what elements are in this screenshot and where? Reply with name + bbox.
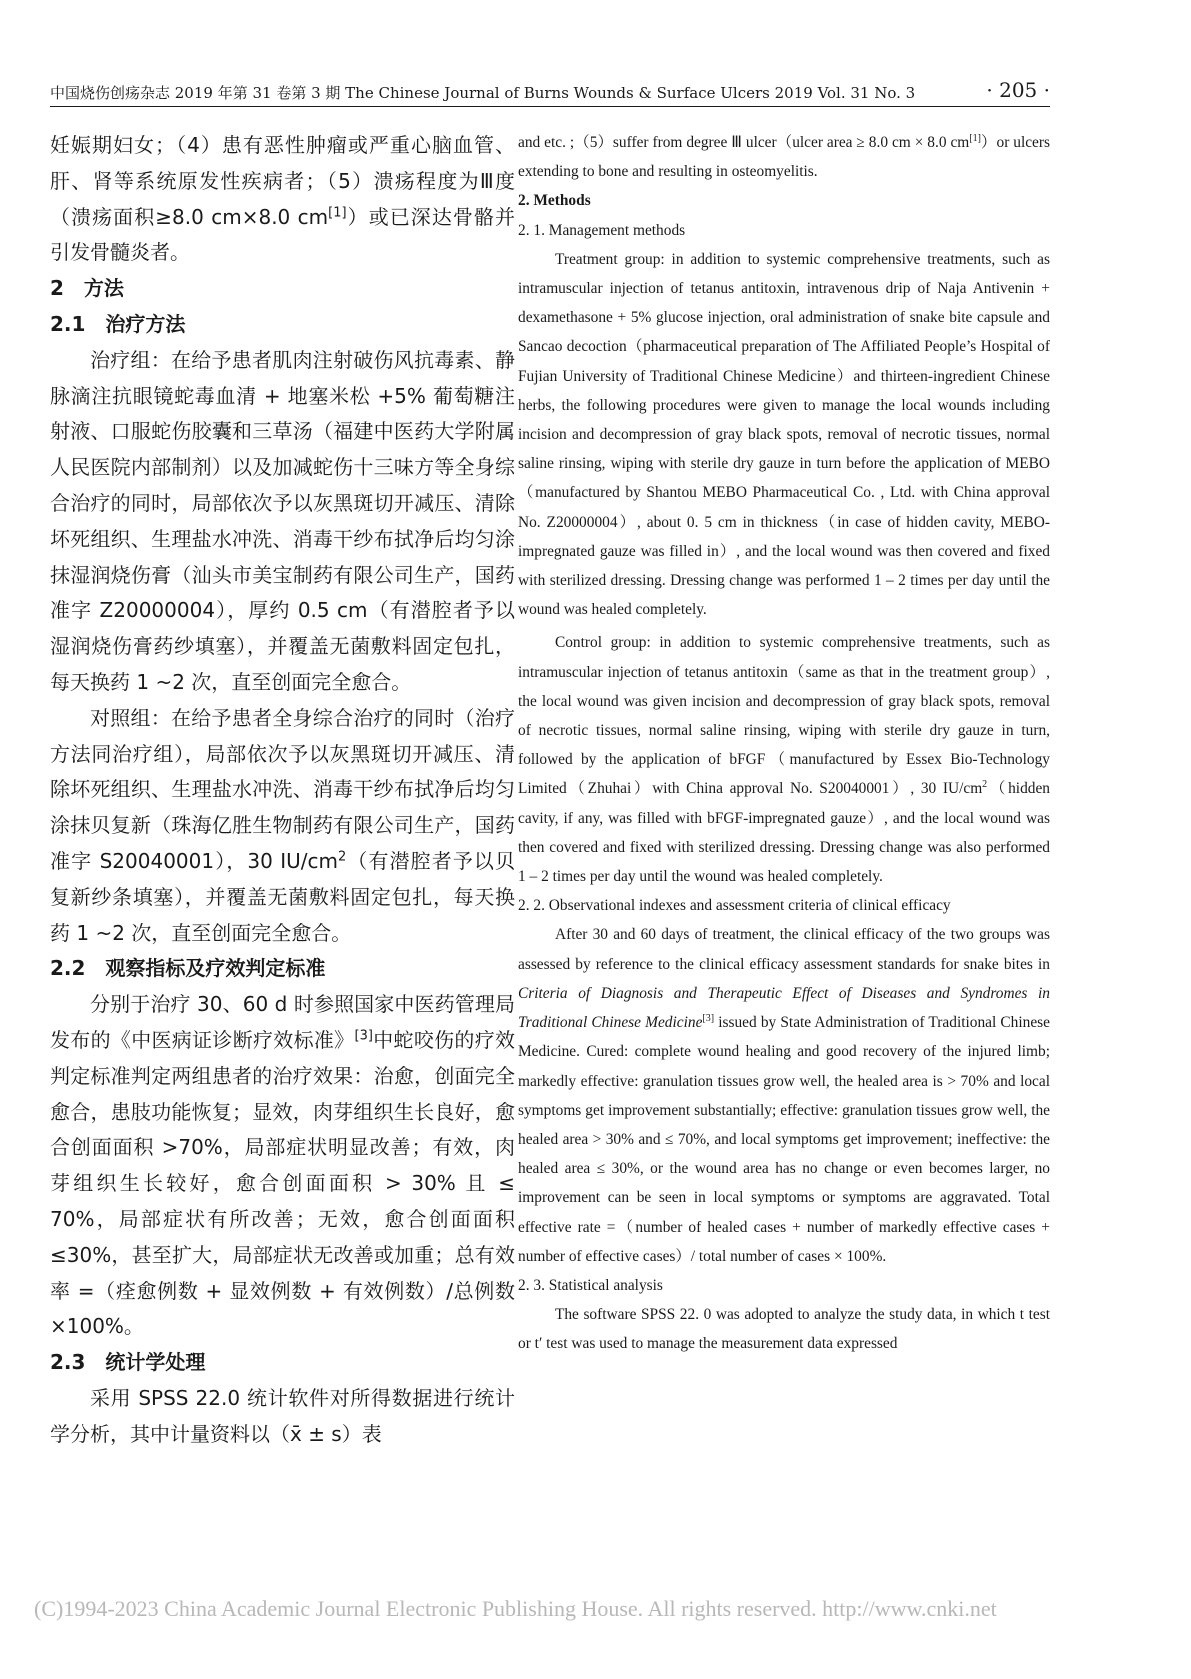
paragraph-observation: 分别于治疗 30、60 d 时参照国家中医药管理局发布的《中医病证诊断疗效标准》[3]中蛇咬伤的疗效判定标准判定两组患者的治疗效果：治愈，创面完全愈合，患肢功能恢复；显效，肉芽组织生长良好，愈合创面面积 >70%，局部症状明显改善；有效，肉芽组织生长较好，愈合创面面积 > 30% 且 ≤ 70%，局部症状有所改善；无效，愈合创面面积≤30%，甚至扩大，局部症状无改善或加重；总有效率 =（痊愈例数 + 显效例数 + 有效例数）/总例数 ×100%。 [50, 992, 516, 1339]
paragraph-exclusion-end: and etc. ;（5）suffer from degree Ⅲ ulcer（ulcer area ≥ 8.0 cm × 8.0 cm[1]）or ulcers extending to bone and resulting in osteomyelitis. [518, 132, 1051, 181]
citation-ref[interactable]: [3] [354, 1028, 373, 1044]
citation-ref[interactable]: [1] [969, 132, 981, 144]
section-heading-methods: 2. Methods [518, 192, 591, 210]
paragraph-treatment-group: 治疗组：在给予患者肌肉注射破伤风抗毒素、静脉滴注抗眼镜蛇毒血清 + 地塞米松 +5% 葡萄糖注射液、口服蛇伤胶囊和三草汤（福建中医药大学附属人民医院内部制剂）以及加减蛇伤十三味方等全身综合治疗的同时，局部依次予以灰黑斑切开减压、清除坏死组织、生理盐水冲洗、消毒干纱布拭净后均匀涂抹湿润烧伤膏（汕头市美宝制药有限公司生产，国药准字 Z20000004），厚约 0.5 cm（有潜腔者予以湿润烧伤膏药纱填塞），并覆盖无菌敷料固定包扎，每天换药 1 ~2 次，直至创面完全愈合。 [50, 347, 515, 694]
subsection-heading-observation: 2.2 观察指标及疗效判定标准 [50, 956, 326, 981]
subsection-heading-treatment: 2.1 治疗方法 [50, 311, 186, 336]
paragraph-control-group: 对照组：在给予患者全身综合治疗的同时（治疗方法同治疗组），局部依次予以灰黑斑切开减压、清除坏死组织、生理盐水冲洗、消毒干纱布拭净后均匀涂抹贝复新（珠海亿胜生物制药有限公司生产，国药准字 S20040001），30 $IU/cm^2$（有潜腔者予以贝复新纱条填塞），并覆盖无菌敷料固定包扎，每天换药 1 ~2 次，直至创面完全愈合。 [50, 705, 515, 945]
paragraph-statistics: The software SPSS 22. 0 was adopted to analyze the study data, in which t test or t′ test was used to manage the measurement data expressed [518, 1306, 1050, 1353]
paragraph-exclusion-end: 妊娠期妇女；（4）患有恶性肿瘤或严重心脑血管、肝、肾等系统原发性疾病者；（5）溃疡程度为Ⅲ度（溃疡面积≥8.0 cm×8.0 cm[1]）或已深达骨骼并引发骨髓炎者。 [50, 133, 516, 265]
page-number: · 205 · [986, 78, 1050, 102]
paragraph-control-group: Control group: in addition to systemic comprehensive treatments, such as intramuscular injection of tetanus antitoxin（same as that in the treatment group）, the local wound was given incision and decompression of gray black spots, removal of necrotic tissues, normal saline rinsing, wiping with sterile dry gauze in turn, followed by the application of bFGF（manufactured by Essex Bio-Technology Limited（Zhuhai）with China approval No. S20040001）, 30 $IU/cm^2(hidden$ cavity, if any, was filled with bFGF-impregnated gauze）, and the local wound was then covered and fixed with sterilized dressing. Dressing change was also performed 1 – 2 times per day until the wound was healed completely. [518, 634, 1050, 886]
copyright-footer: (C)1994-2023 China Academic Journal Electronic Publishing House. All rights reserved. http://www.cnki.net [34, 1596, 997, 1621]
citation-ref[interactable]: [3] [702, 1012, 715, 1024]
paragraph-statistics: 采用 SPSS 22.0 统计软件对所得数据进行统计学分析，其中计量资料以（x̄ ± s）表 [50, 1385, 515, 1446]
chinese-column [50, 128, 515, 1452]
paragraph-observation: After 30 and 60 days of treatment, the clinical efficacy of the two groups was assessed by reference to the clinical efficacy assessment standards for snake bites in Criteria of Diagnosis and Therapeutic Effect of Diseases and Syndromes in Traditional Chinese Medicine[3] issued by State Administration of Traditional Chinese Medicine. Cured: complete wound healing and good recovery of the injured limb; markedly effective: granulation tissues grow well, the healed area is > 70% and local symptoms get improvement substantially; effective: granulation tissues grow well, the healed area > 30% and ≤ 70%, and local symptoms get improvement; ineffective: the healed area ≤ 30%, or the wound area has no change or even becomes larger, no improvement can be seen in local symptoms or symptoms are aggravated. Total effective rate =（number of healed cases + number of markedly effective cases + number of effective cases）/ total number of cases × 100%. [518, 926, 1050, 1265]
subsection-heading-observation: 2. 2. Observational indexes and assessment criteria of clinical efficacy [518, 897, 951, 915]
english-column [518, 128, 1050, 1359]
paragraph-treatment-group: Treatment group: in addition to systemic comprehensive treatments, such as intramuscular injection of tetanus antitoxin, intravenous drip of Naja Antivenin + dexamethasone + 5% glucose injection, oral administration of snake bite capsule and Sancao decoction（pharmaceutical preparation of The Affiliated People’s Hospital of Fujian University of Traditional Chinese Medicine）and thirteen-ingredient Chinese herbs, the following procedures were given to manage the local wounds including incision and decompression of gray black spots, removal of necrotic tissues, normal saline rinsing, wiping with sterile dry gauze in turn before the application of MEBO（manufactured by Shantou MEBO Pharmaceutical Co. , Ltd. with China approval No. Z20000004）, about 0. 5 cm in thickness（in case of hidden cavity, MEBO-impregnated gauze was filled in）, and the local wound was then covered and fixed with sterilized dressing. Dressing change was performed 1 – 2 times per day until the wound was healed completely. [518, 250, 1050, 619]
subsection-heading-statistics: 2.3 统计学处理 [50, 1350, 206, 1375]
section-heading-methods: 2 方法 [50, 276, 124, 301]
header-divider [50, 106, 1050, 107]
citation-ref[interactable]: [1] [328, 204, 347, 220]
subsection-heading-treatment: 2. 1. Management methods [518, 221, 686, 239]
subsection-heading-statistics: 2. 3. Statistical analysis [518, 1276, 663, 1294]
journal-header: 中国烧伤创疡杂志 2019 年第 31 卷第 3 期 The Chinese Journal of Burns Wounds & Surface Ulcers 2019 Vol. 31 No. 3 [50, 84, 916, 102]
